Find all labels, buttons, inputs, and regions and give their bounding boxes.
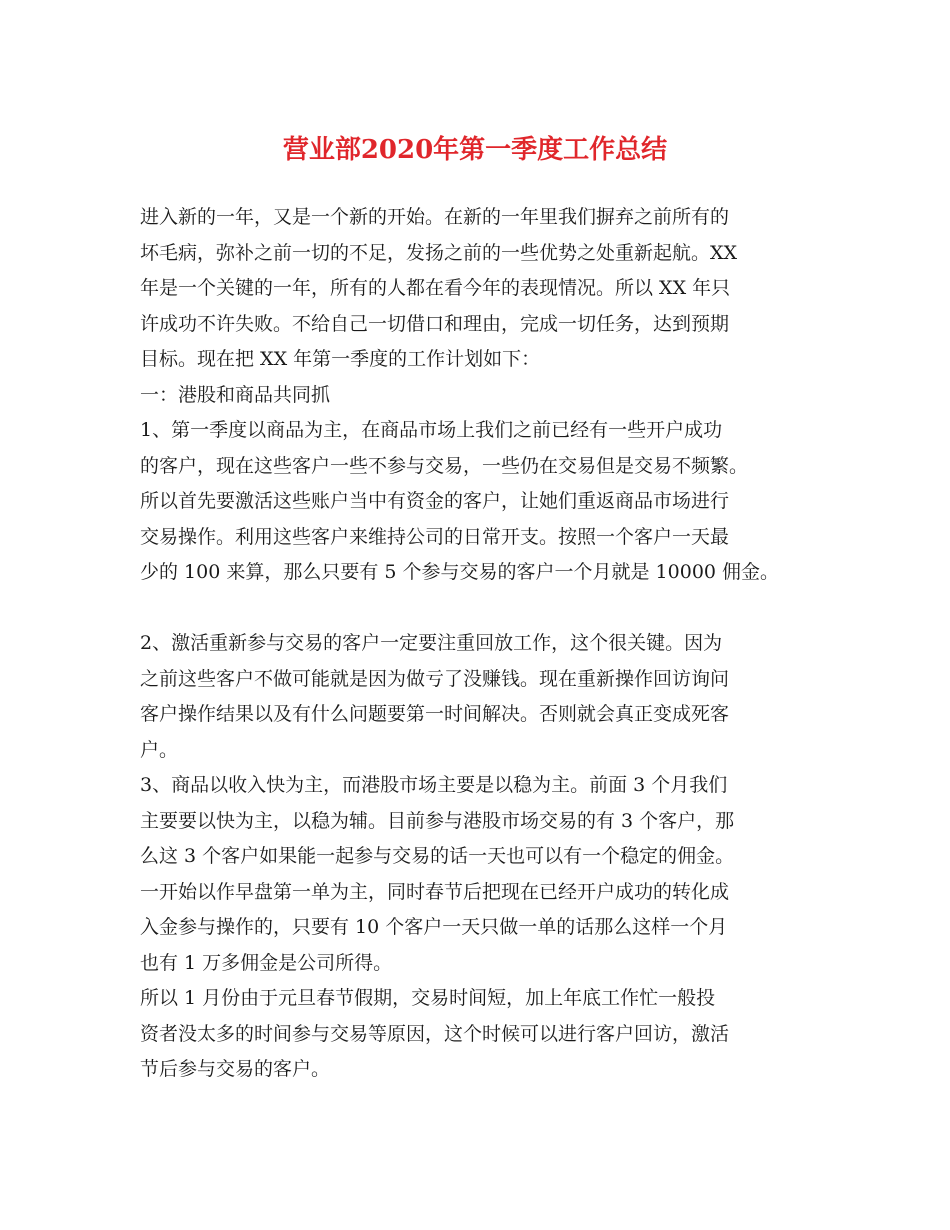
paragraph-closing <box>140 981 830 1088</box>
text-line: 节后参与交易的客户。 <box>140 1058 331 1080</box>
text-line: 3、商品以收入快为主，而港股市场主要是以稳为主。前面 3 个月我们 <box>140 774 728 796</box>
text-line: 一：港股和商品共同抓 <box>140 383 331 406</box>
text-line: 也有 1 万多佣金是公司所得。 <box>140 951 393 974</box>
paragraph-item-3 <box>140 768 830 981</box>
paragraph-item-1 <box>140 413 830 591</box>
text-line: 2、激活重新参与交易的客户一定要注重回放工作，这个很关键。因为 <box>140 632 723 654</box>
blank-line <box>140 591 830 627</box>
text-line: 进入新的一年，又是一个新的开始。在新的一年里我们摒弃之前所有的 <box>140 206 730 228</box>
text-line: 交易操作。利用这些客户来维持公司的日常开支。按照一个客户一天最 <box>140 525 730 548</box>
document-title: 营业部2020年第一季度工作总结 <box>282 135 668 165</box>
text-line: 一开始以作早盘第一单为主，同时春节后把现在已经开户成功的转化成 <box>140 880 730 903</box>
text-line: 所以首先要激活这些账户当中有资金的客户，让她们重返商品市场进行 <box>140 490 730 512</box>
text-line: 少的 100 来算，那么只要有 5 个参与交易的客户一个月就是 10000 佣金。 <box>140 561 780 583</box>
paragraph-intro <box>140 200 830 378</box>
text-line: 坏毛病，弥补之前一切的不足，发扬之前的一些优势之处重新起航。XX <box>140 241 738 264</box>
text-line: 之前这些客户不做可能就是因为做亏了没赚钱。现在重新操作回访询问 <box>140 667 730 690</box>
document-body <box>140 200 830 1088</box>
text-line: 客户操作结果以及有什么问题要第一时间解决。否则就会真正变成死客 <box>140 703 730 725</box>
text-line: 所以 1 月份由于元旦春节假期，交易时间短，加上年底工作忙一般投 <box>140 987 716 1009</box>
text-line: 许成功不许失败。不给自己一切借口和理由，完成一切任务，达到预期 <box>140 312 730 335</box>
text-line: 主要要以快为主，以稳为辅。目前参与港股市场交易的有 3 个客户，那 <box>140 809 735 832</box>
text-line: 户。 <box>140 738 179 761</box>
section-heading-1 <box>140 378 830 414</box>
text-line: 么这 3 个客户如果能一起参与交易的话一天也可以有一个稳定的佣金。 <box>140 845 735 867</box>
paragraph-item-2 <box>140 626 830 768</box>
text-line: 资者没太多的时间参与交易等原因，这个时候可以进行客户回访，激活 <box>140 1022 730 1045</box>
text-line: 1、第一季度以商品为主，在商品市场上我们之前已经有一些开户成功 <box>140 419 723 441</box>
text-line: 年是一个关键的一年，所有的人都在看今年的表现情况。所以 XX 年只 <box>140 277 731 299</box>
text-line: 入金参与操作的，只要有 10 个客户一天只做一单的话那么这样一个月 <box>140 916 728 938</box>
text-line: 目标。现在把 XX 年第一季度的工作计划如下： <box>140 348 541 370</box>
text-line: 的客户，现在这些客户一些不参与交易，一些仍在交易但是交易不频繁。 <box>140 454 749 477</box>
